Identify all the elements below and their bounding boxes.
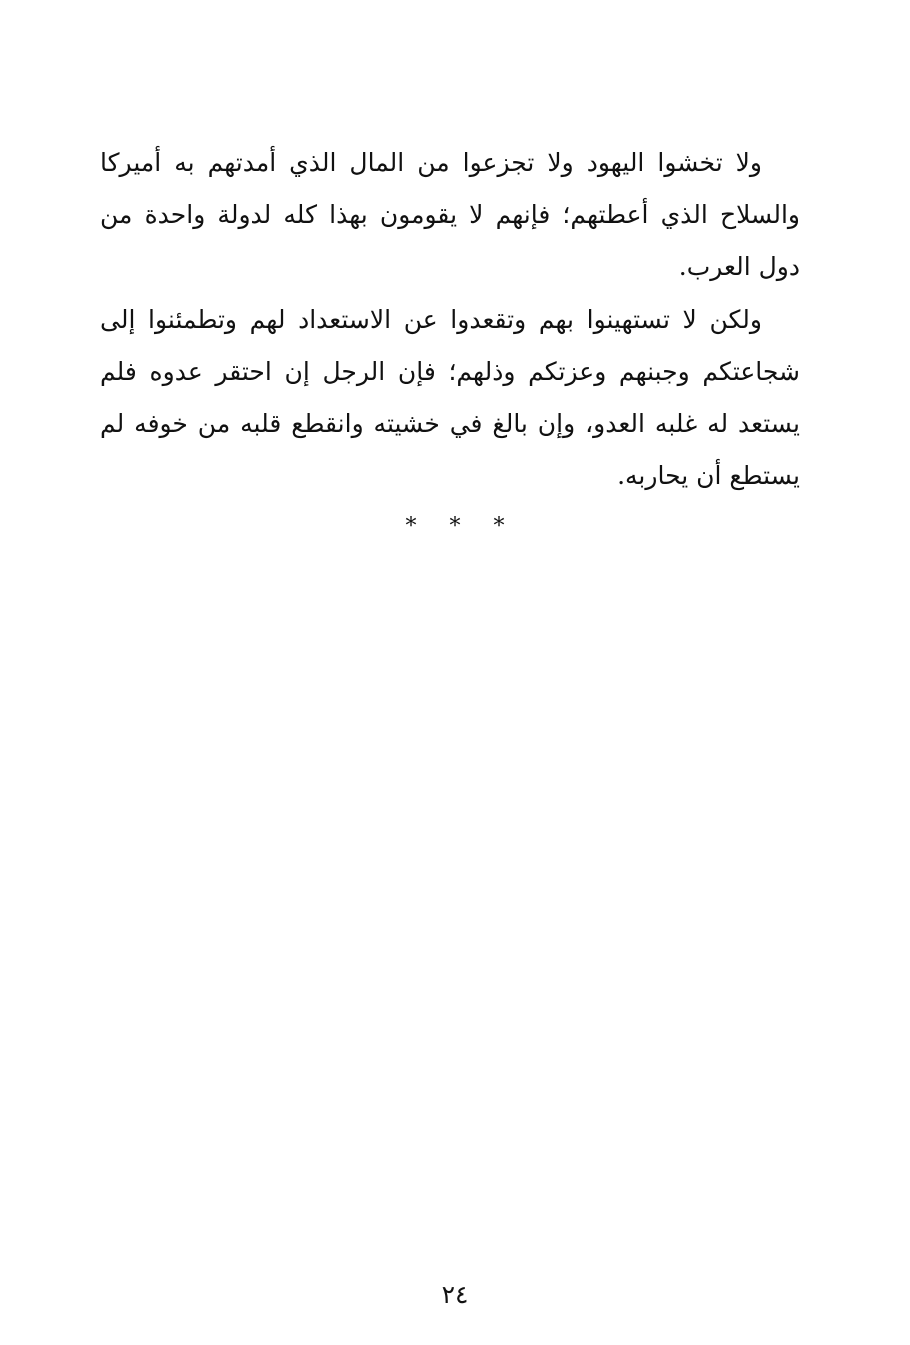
page-number: ٢٤ [441,1280,469,1309]
section-separator [0,514,910,539]
paragraph-2 [100,294,800,502]
separator-asterisk-3: * [493,514,505,539]
separator-asterisk-2: * [449,514,461,539]
paragraph-1-text: ولا تخشوا اليهود ولا تجزعوا من المال الذي أمدتهم به أميركا والسلاح الذي أعطتهم؛ فإنهم لا يقومون بهذا كله لدولة واحدة من دول العرب. [100,148,800,281]
paragraph-1 [100,137,800,293]
paragraph-2-text: ولكن لا تستهينوا بهم وتقعدوا عن الاستعداد لهم وتطمئنوا إلى شجاعتكم وجبنهم وعزتكم وذلهم؛ فإن الرجل إن احتقر عدوه فلم يستعد له غلبه العدو، وإن بالغ في خشيته وانقطع قلبه من خوفه لم يستطع أن يحاربه. [100,305,800,490]
separator-asterisk-1: * [405,514,417,539]
